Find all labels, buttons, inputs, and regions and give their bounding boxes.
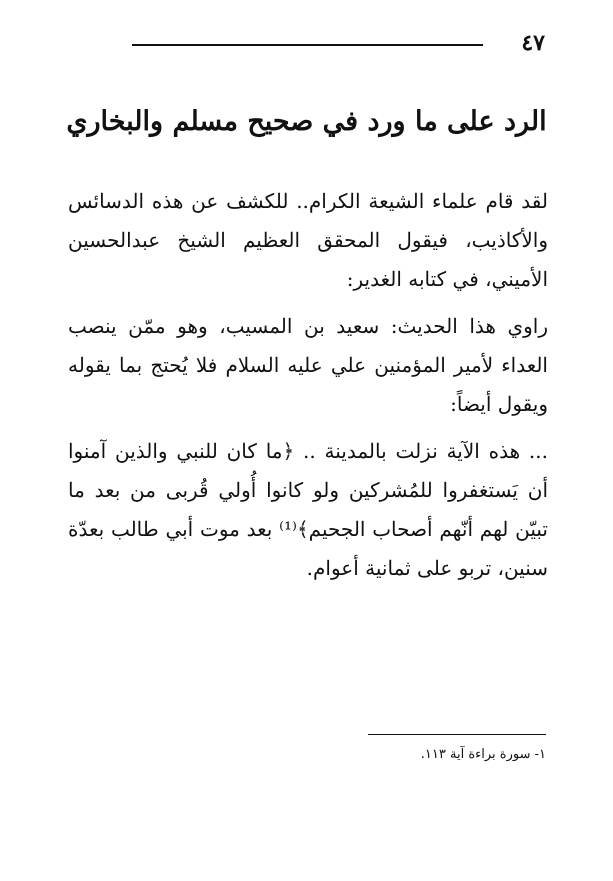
header-divider (132, 44, 483, 46)
footnote-divider (368, 734, 546, 735)
chapter-title: الرد على ما ورد في صحيح مسلم والبخاري (66, 106, 547, 137)
page-header (0, 28, 613, 58)
body-text (68, 182, 548, 596)
body-paragraph: لقد قام علماء الشيعة الكرام.. للكشف عن هذه الدسائس والأكاذيب، فيقول المحقق العظيم الشيخ عبدالحسين الأميني، في كتابه الغدير: (68, 189, 548, 291)
body-paragraph: ... هذه الآية نزلت بالمدينة .. ﴿ما كان للنبي والذين آمنوا أن يَستغفروا للمُشركين ولو كانوا أُولي قُربى من بعد ما تبيّن لهم أنّهم أصحاب الجحيم﴾⁽¹⁾ بعد موت أبي طالب بعدّة سنين، تربو على ثمانية أعوام. (68, 439, 548, 580)
body-paragraph: راوي هذا الحديث: سعيد بن المسيب، وهو ممّن ينصب العداء لأمير المؤمنين علي عليه السلام فلا يُحتج بما يقوله ويقول أيضاً: (68, 314, 548, 416)
page-number: ٤٧ (521, 30, 545, 56)
footnote: ١- سورة براءة آية ١١٣. (420, 747, 546, 762)
